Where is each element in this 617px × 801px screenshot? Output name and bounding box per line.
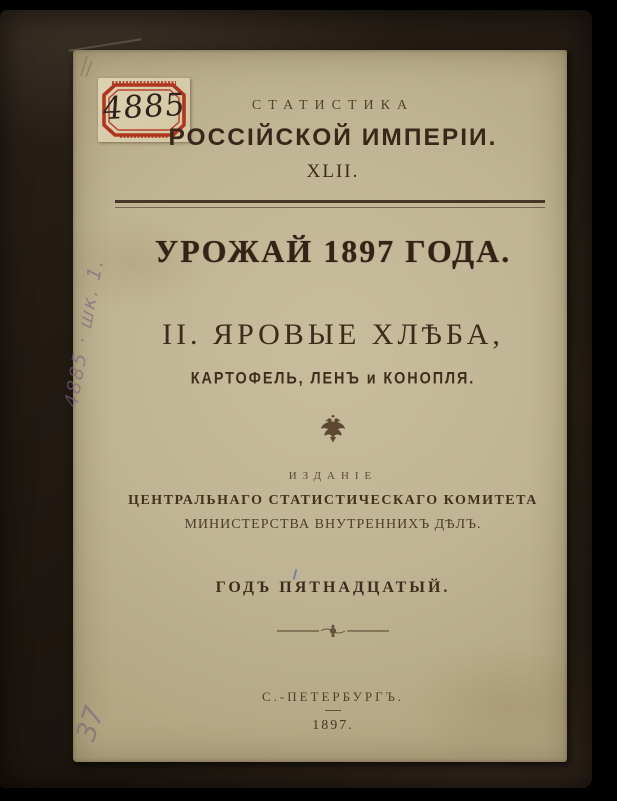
series-title: РОССІЙСКОЙ ИМПЕРІИ. — [168, 124, 498, 151]
part-title: II. ЯРОВЫЕ ХЛѢБА, — [162, 318, 504, 351]
imprint-city: С.-ПЕТЕРБУРГЪ. — [261, 689, 405, 704]
ornamental-divider-icon — [99, 624, 567, 643]
margin-handwriting: 4885 · шк. 1. — [60, 254, 109, 411]
corner-handwriting: 37 — [70, 702, 111, 745]
publisher-line1: ЦЕНТРАЛЬНАГО СТАТИСТИЧЕСКАГО КОМИТЕТА — [128, 493, 538, 508]
main-title: УРОЖАЙ 1897 ГОДА. — [154, 233, 512, 269]
pencil-scribble — [77, 52, 95, 78]
shelf-number: 4885 — [101, 86, 187, 128]
publisher-line2: МИНИСТЕРСТВА ВНУТРЕННИХЪ ДѢЛЪ. — [184, 517, 482, 532]
horizontal-rule — [115, 200, 545, 208]
series-label: СТАТИСТИКА — [251, 98, 415, 113]
book-cover — [0, 10, 592, 788]
edition-label: ИЗДАНІЕ — [288, 470, 378, 482]
printed-title-block — [99, 50, 567, 762]
part-subtitle: КАРТОФЕЛЬ, ЛЕНЪ и КОНОПЛЯ. — [190, 369, 476, 388]
double-headed-eagle-icon — [99, 414, 567, 449]
volume-numeral: XLII. — [306, 161, 360, 182]
imprint-dash — [99, 710, 567, 711]
cover-paper-label — [60, 50, 567, 762]
year-edition-line: ГОДЪ ПЯТНАДЦАТЫЙ. — [215, 579, 451, 596]
imprint-year: 1897. — [312, 718, 354, 733]
